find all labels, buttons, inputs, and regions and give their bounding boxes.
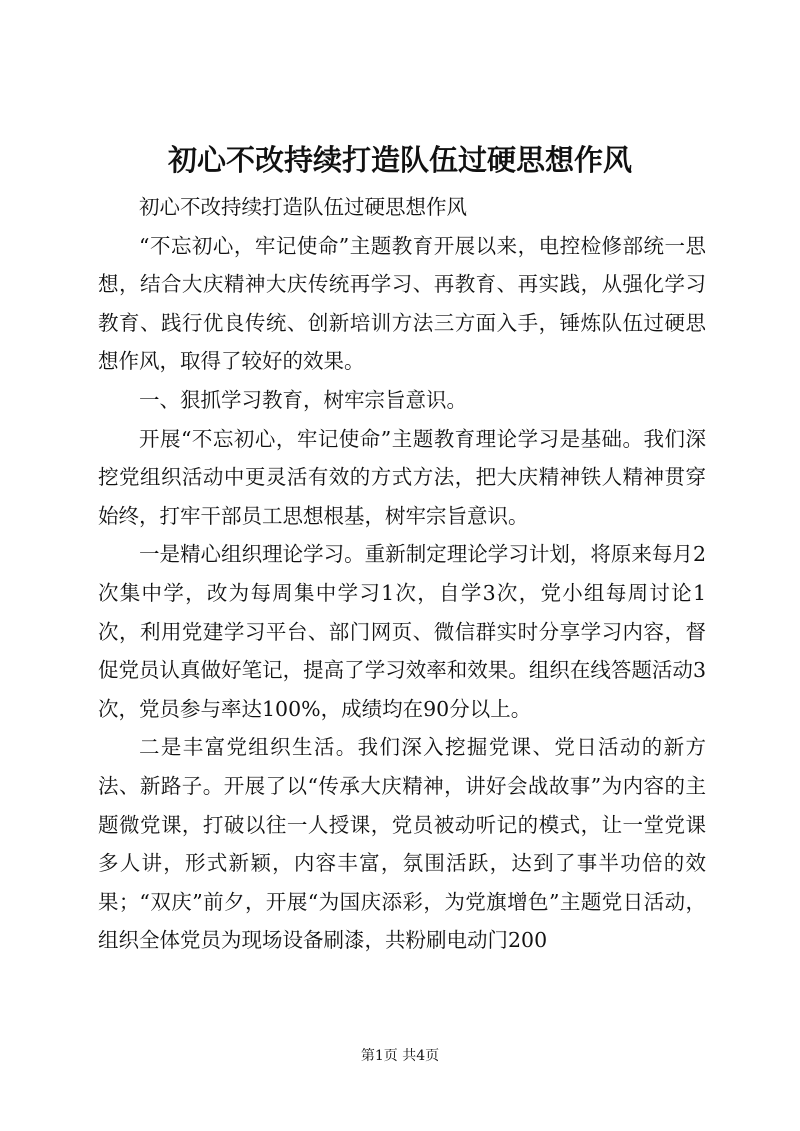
subtitle-paragraph: 初心不改持续打造队伍过硬思想作风 (139, 195, 467, 219)
party-life-paragraph: 二是丰富党组织生活。我们深入挖掘党课、党日活动的新方法、新路子。开展了以“传承大庆精神，讲好会战故事”为内容的主题微党课，打破以往一人授课，党员被动听记的模式，让一堂党课多人讲，形式新颖，内容丰富，氛围活跃，达到了事半功倍的效果；“双庆”前夕，开展“为国庆添彩，为党旗增色”主题党日活动，组织全体党员为现场设备刷漆，共粉刷电动门200 (98, 735, 706, 953)
study-paragraph: 一是精心组织理论学习。重新制定理论学习计划，将原来每月2次集中学，改为每周集中学习1次，自学3次，党小组每周讨论1次，利用党建学习平台、部门网页、微信群实时分享学习内容，督促党员认真做好笔记，提高了学习效率和效果。组织在线答题活动3次，党员参与率达100%，成绩均在90分以上。 (98, 542, 706, 721)
document-title: 初心不改持续打造队伍过硬思想作风 (167, 143, 632, 177)
page-footer: 第1页 共4页 (360, 1048, 440, 1064)
section-1-paragraph: 开展“不忘初心，牢记使命”主题教育理论学习是基础。我们深挖党组织活动中更灵活有效的方式方法，把大庆精神铁人精神贯穿始终，打牢干部员工思想根基，树牢宗旨意识。 (98, 426, 706, 528)
section-heading-1: 一、狠抓学习教育，树牢宗旨意识。 (139, 387, 467, 412)
document-body (98, 188, 706, 960)
intro-paragraph: “不忘初心，牢记使命”主题教育开展以来，电控检修部统一思想，结合大庆精神大庆传统再学习、再教育、再实践，从强化学习教育、践行优良传统、创新培训方法三方面入手，锤炼队伍过硬思想作风，取得了较好的效果。 (98, 233, 706, 374)
